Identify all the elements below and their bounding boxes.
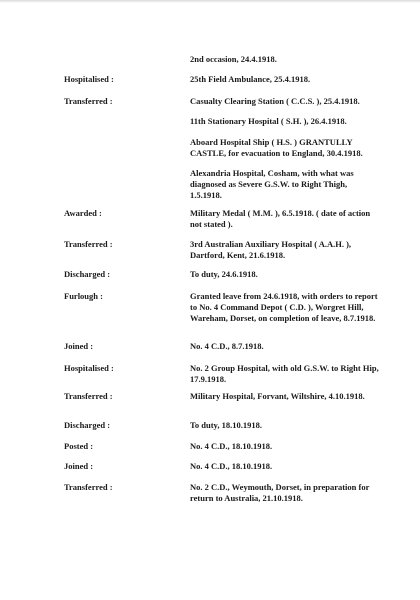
entry-text: To duty, 18.10.1918. <box>190 420 262 430</box>
entry-text: 2nd occasion, 24.4.1918. <box>190 54 277 64</box>
entry-text: Casualty Clearing Station ( C.C.S. ), 25.4.1918. <box>190 96 360 106</box>
entry-text: 25th Field Ambulance, 25.4.1918. <box>190 74 311 84</box>
entry-text: Alexandria Hospital, Cosham, with what was diagnosed as Severe G.S.W. to Right Thigh, 1.5.1918. <box>190 168 354 200</box>
entry-label: Hospitalised : <box>64 363 114 373</box>
entry-label: Transferred : <box>64 239 113 249</box>
entry-text: Military Hospital, Forvant, Wiltshire, 4.10.1918. <box>190 391 365 401</box>
entry-label: Joined : <box>64 461 94 471</box>
entry-text: No. 2 C.D., Weymouth, Dorset, in preparation for return to Australia, 21.10.1918. <box>190 482 370 503</box>
entry-label: Awarded : <box>64 208 102 218</box>
entry-text: Granted leave from 24.6.1918, with orders to report to No. 4 Command Depot ( C.D. ), Worgret Hill, Wareham, Dorset, on completion of leave, 8.7.1918. <box>190 291 378 323</box>
entry-label: Hospitalised : <box>64 74 114 84</box>
entry-text: Aboard Hospital Ship ( H.S. ) GRANTULLY CASTLE, for evacuation to England, 30.4.1918. <box>190 137 363 158</box>
entry-label: Transferred : <box>64 96 113 106</box>
entry-label: Posted : <box>64 441 94 451</box>
page-top-edge <box>0 0 420 3</box>
entry-label: Joined : <box>64 341 94 351</box>
entry-label: Discharged : <box>64 269 111 279</box>
entry-text: 3rd Australian Auxiliary Hospital ( A.A.H. ), Dartford, Kent, 21.6.1918. <box>190 239 352 260</box>
entry-text: No. 2 Group Hospital, with old G.S.W. to Right Hip, 17.9.1918. <box>190 363 379 384</box>
entry-text: No. 4 C.D., 18.10.1918. <box>190 441 273 451</box>
entry-label: Furlough : <box>64 291 103 301</box>
entry-text: No. 4 C.D., 18.10.1918. <box>190 461 273 471</box>
entry-text: 11th Stationary Hospital ( S.H. ), 26.4.1918. <box>190 116 347 126</box>
entry-text: No. 4 C.D., 8.7.1918. <box>190 341 264 351</box>
entry-label: Transferred : <box>64 482 113 492</box>
entry-text: To duty, 24.6.1918. <box>190 269 258 279</box>
entry-label: Discharged : <box>64 420 111 430</box>
entry-text: Military Medal ( M.M. ), 6.5.1918. ( date of action not stated ). <box>190 208 371 229</box>
entry-label: Transferred : <box>64 391 113 401</box>
